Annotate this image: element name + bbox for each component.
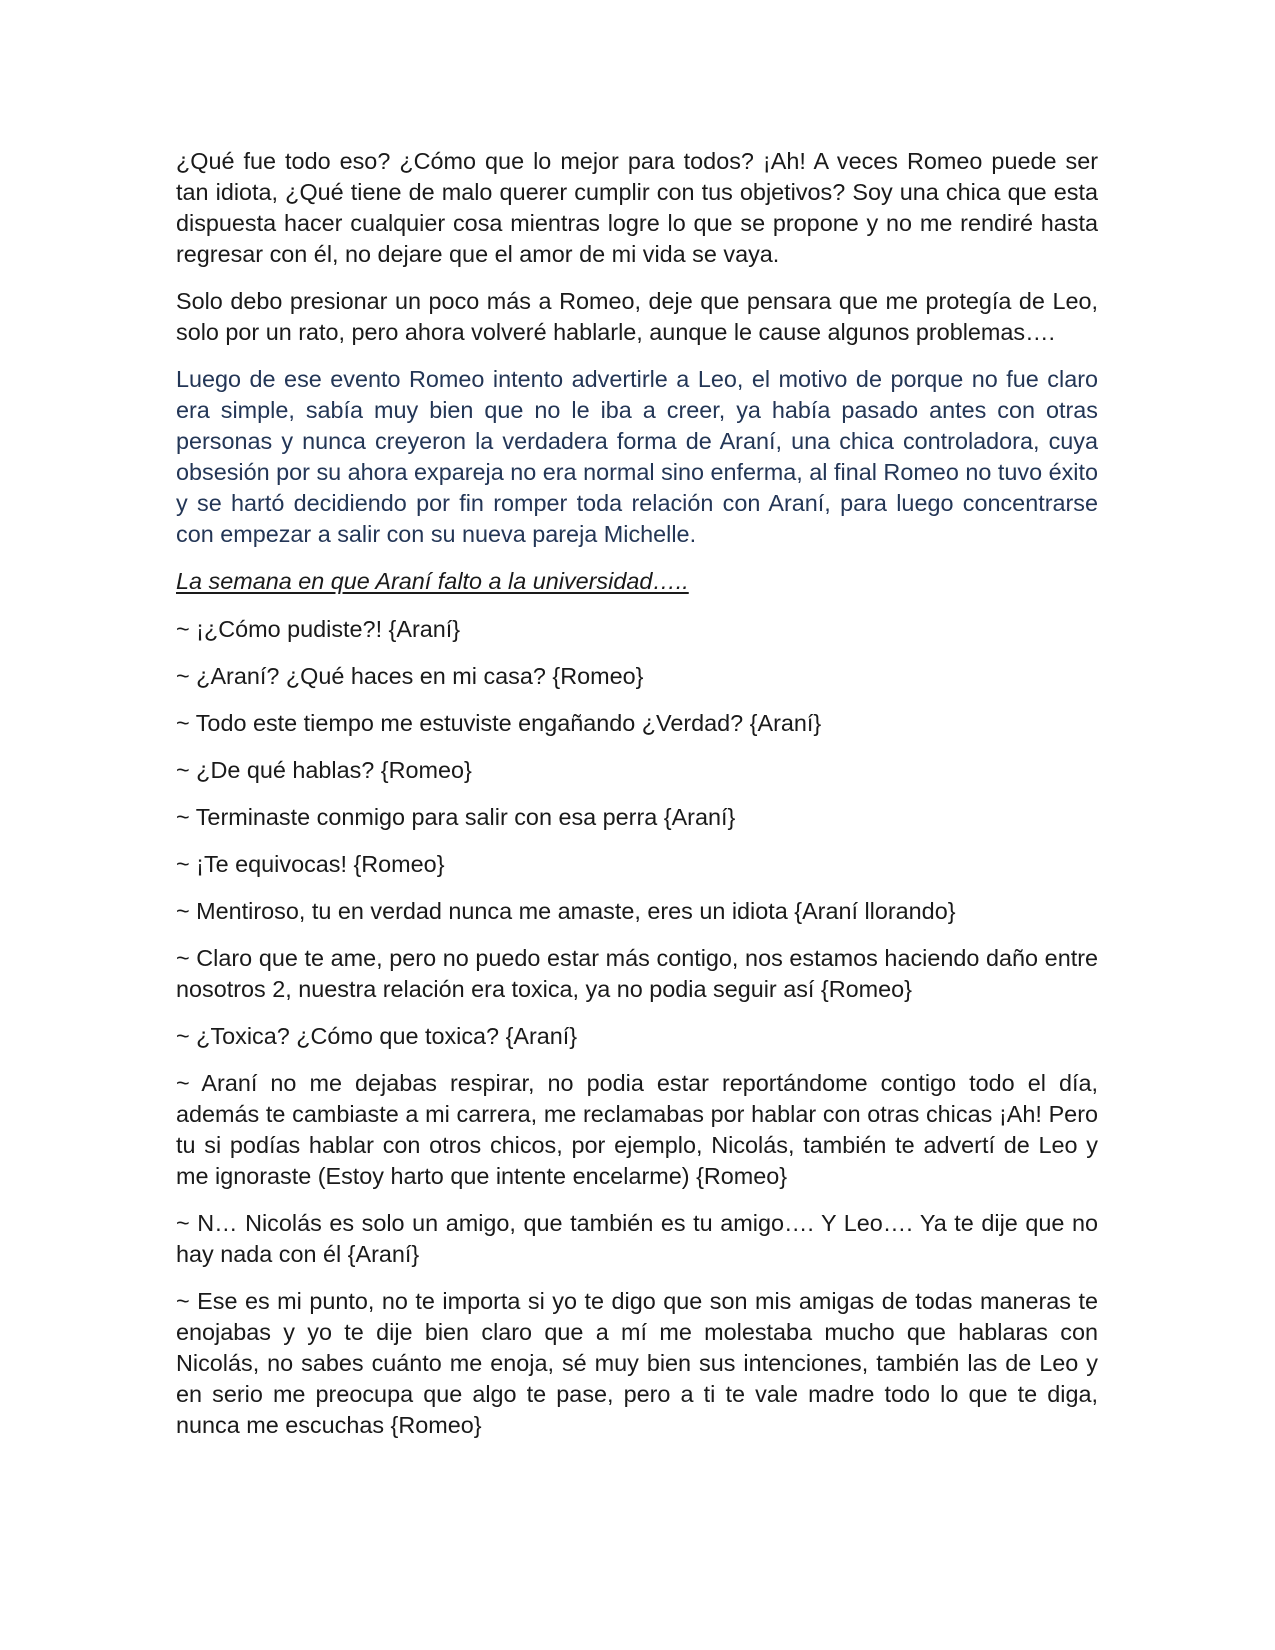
- dialogue-line-6: ~ ¡Te equivocas! {Romeo}: [176, 851, 445, 877]
- dialogue-line-1: ~ ¡¿Cómo pudiste?! {Araní}: [176, 616, 461, 642]
- dialogue-line-3: ~ Todo este tiempo me estuviste engañando ¿Verdad? {Araní}: [176, 710, 822, 736]
- dialogue-line-12: ~ Ese es mi punto, no te importa si yo te digo que son mis amigas de todas maneras te enojabas y yo te dije bien claro que a mí me molestaba mucho que hablaras con Nicolás, no sabes cuánto me enoja, sé muy bien sus intenciones, también las de Leo y en serio me preocupa que algo te pase, pero a ti te vale madre todo lo que te diga, nunca me escuchas {Romeo}: [176, 1288, 1098, 1438]
- dialogue-line-4: ~ ¿De qué hablas? {Romeo}: [176, 757, 472, 783]
- intro-paragraph-2: Solo debo presionar un poco más a Romeo, deje que pensara que me protegía de Leo, solo por un rato, pero ahora volveré hablarle, aunque le cause algunos problemas….: [176, 288, 1098, 345]
- dialogue-line-2: ~ ¿Araní? ¿Qué haces en mi casa? {Romeo}: [176, 663, 644, 689]
- dialogue-line-5: ~ Terminaste conmigo para salir con esa perra {Araní}: [176, 804, 736, 830]
- narration-paragraph: Luego de ese evento Romeo intento advertirle a Leo, el motivo de porque no fue claro era simple, sabía muy bien que no le iba a creer, ya había pasado antes con otras personas y nunca creyeron la verdadera forma de Araní, una chica controladora, cuya obsesión por su ahora expareja no era normal sino enferma, al final Romeo no tuvo éxito y se hartó decidiendo por fin romper toda relación con Araní, para luego concentrarse con empezar a salir con su nueva pareja Michelle.: [176, 366, 1098, 547]
- intro-paragraph-1: ¿Qué fue todo eso? ¿Cómo que lo mejor para todos? ¡Ah! A veces Romeo puede ser tan idiota, ¿Qué tiene de malo querer cumplir con tus objetivos? Soy una chica que esta dispuesta hacer cualquier cosa mientras logre lo que se propone y no me rendiré hasta regresar con él, no dejare que el amor de mi vida se vaya.: [176, 148, 1098, 267]
- dialogue-line-10: ~ Araní no me dejabas respirar, no podia estar reportándome contigo todo el día, además te cambiaste a mi carrera, me reclamabas por hablar con otras chicas ¡Ah! Pero tu si podías hablar con otros chicos, por ejemplo, Nicolás, también te advertí de Leo y me ignoraste (Estoy harto que intente encelarme) {Romeo}: [176, 1070, 1098, 1189]
- dialogue-line-7: ~ Mentiroso, tu en verdad nunca me amaste, eres un idiota {Araní llorando}: [176, 898, 956, 924]
- document-page: [176, 146, 1098, 1457]
- dialogue-line-9: ~ ¿Toxica? ¿Cómo que toxica? {Araní}: [176, 1023, 578, 1049]
- dialogue-line-11: ~ N… Nicolás es solo un amigo, que también es tu amigo…. Y Leo…. Ya te dije que no hay nada con él {Araní}: [176, 1210, 1098, 1267]
- dialogue-line-8: ~ Claro que te ame, pero no puedo estar más contigo, nos estamos haciendo daño entre nosotros 2, nuestra relación era toxica, ya no podia seguir así {Romeo}: [176, 945, 1098, 1002]
- section-heading: La semana en que Araní falto a la universidad…..: [176, 568, 689, 594]
